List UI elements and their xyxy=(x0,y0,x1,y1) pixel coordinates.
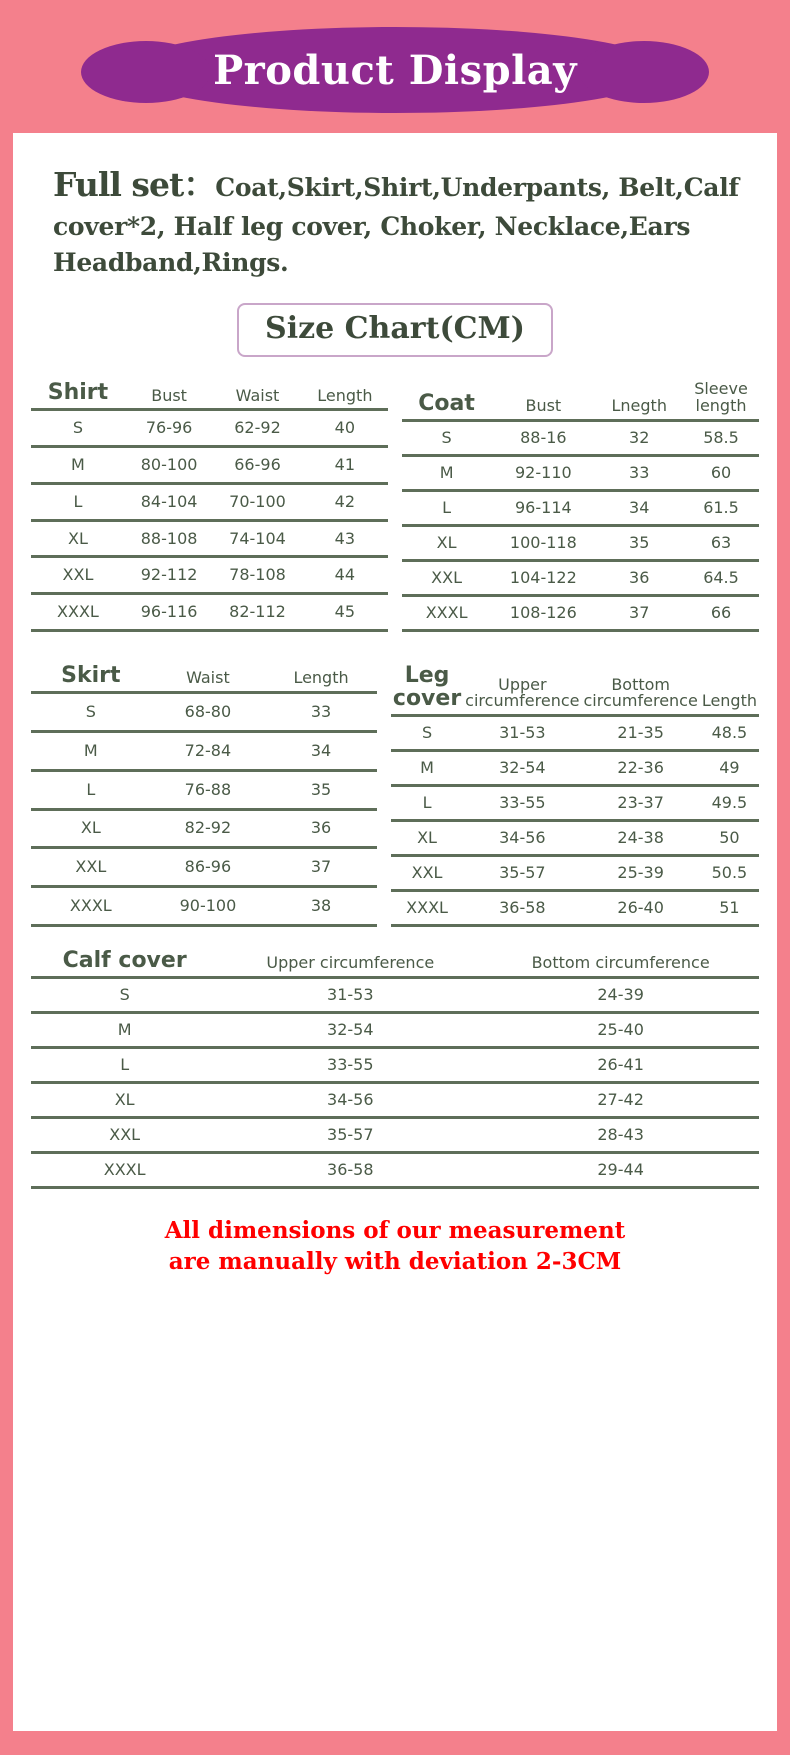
value-cell: 23-37 xyxy=(582,786,700,821)
table-row xyxy=(31,520,388,557)
value-cell: 43 xyxy=(302,520,388,557)
value-cell: 36-58 xyxy=(463,891,581,926)
value-cell: 51 xyxy=(700,891,759,926)
value-cell: 58.5 xyxy=(683,420,759,455)
column-header: Bottom circumference xyxy=(582,658,700,716)
value-cell: 21-35 xyxy=(582,716,700,751)
content-card xyxy=(13,133,777,1731)
table-header-row xyxy=(31,658,377,693)
value-cell: 86-96 xyxy=(151,848,266,887)
size-cell: XXXL xyxy=(31,594,125,631)
value-cell: 35-57 xyxy=(218,1118,482,1153)
value-cell: 34 xyxy=(265,731,377,770)
table-row xyxy=(31,1083,759,1118)
table-header-row xyxy=(391,658,759,716)
value-cell: 96-116 xyxy=(125,594,213,631)
table-row xyxy=(31,447,388,484)
value-cell: 70-100 xyxy=(213,483,301,520)
value-cell: 68-80 xyxy=(151,693,266,732)
column-header: Upper circumference xyxy=(218,943,482,978)
table-title-skirt: Skirt xyxy=(31,658,151,693)
tables-row-2 xyxy=(31,658,759,927)
table-row xyxy=(31,1013,759,1048)
table-header-row xyxy=(31,375,388,410)
value-cell: 26-41 xyxy=(482,1048,759,1083)
size-cell: S xyxy=(391,716,463,751)
table-row xyxy=(31,1118,759,1153)
size-cell: XXXL xyxy=(391,891,463,926)
column-header: Upper circumference xyxy=(463,658,581,716)
value-cell: 26-40 xyxy=(582,891,700,926)
value-cell: 36 xyxy=(265,809,377,848)
size-cell: S xyxy=(31,693,151,732)
value-cell: 66-96 xyxy=(213,447,301,484)
value-cell: 32 xyxy=(595,420,683,455)
value-cell: 82-92 xyxy=(151,809,266,848)
value-cell: 34-56 xyxy=(463,821,581,856)
value-cell: 24-38 xyxy=(582,821,700,856)
table-row xyxy=(31,483,388,520)
column-header: Lnegth xyxy=(595,375,683,420)
size-cell: XL xyxy=(31,520,125,557)
value-cell: 108-126 xyxy=(491,595,595,630)
value-cell: 28-43 xyxy=(482,1118,759,1153)
disclaimer-line-2: are manually with deviation 2-3CM xyxy=(168,1248,622,1276)
value-cell: 104-122 xyxy=(491,560,595,595)
size-cell: S xyxy=(402,420,491,455)
table-row xyxy=(391,716,759,751)
value-cell: 37 xyxy=(265,848,377,887)
column-header: Length xyxy=(302,375,388,410)
size-cell: L xyxy=(391,786,463,821)
column-header: Sleeve length xyxy=(683,375,759,420)
value-cell: 31-53 xyxy=(218,978,482,1013)
page-title: Product Display xyxy=(213,46,577,94)
value-cell: 66 xyxy=(683,595,759,630)
column-header: Bust xyxy=(491,375,595,420)
value-cell: 29-44 xyxy=(482,1153,759,1188)
table-row xyxy=(31,594,388,631)
value-cell: 60 xyxy=(683,455,759,490)
value-cell: 42 xyxy=(302,483,388,520)
size-cell: M xyxy=(391,751,463,786)
value-cell: 48.5 xyxy=(700,716,759,751)
table-row xyxy=(31,1048,759,1083)
column-header: Waist xyxy=(213,375,301,410)
table-row xyxy=(391,751,759,786)
value-cell: 33 xyxy=(595,455,683,490)
value-cell: 33-55 xyxy=(218,1048,482,1083)
value-cell: 33 xyxy=(265,693,377,732)
value-cell: 32-54 xyxy=(218,1013,482,1048)
value-cell: 50.5 xyxy=(700,856,759,891)
table-row xyxy=(402,525,759,560)
table-row xyxy=(402,420,759,455)
full-set-label: Full set： xyxy=(53,165,216,204)
value-cell: 44 xyxy=(302,557,388,594)
value-cell: 36-58 xyxy=(218,1153,482,1188)
value-cell: 50 xyxy=(700,821,759,856)
value-cell: 92-110 xyxy=(491,455,595,490)
table-header-row xyxy=(402,375,759,420)
value-cell: 49 xyxy=(700,751,759,786)
value-cell: 37 xyxy=(595,595,683,630)
value-cell: 88-16 xyxy=(491,420,595,455)
leg-cover-size-table xyxy=(391,658,759,927)
value-cell: 62-92 xyxy=(213,410,301,447)
value-cell: 96-114 xyxy=(491,490,595,525)
size-cell: S xyxy=(31,410,125,447)
table-row xyxy=(391,821,759,856)
tables-row-1 xyxy=(31,375,759,632)
value-cell: 34 xyxy=(595,490,683,525)
table-row xyxy=(402,560,759,595)
shirt-size-table xyxy=(31,375,388,632)
value-cell: 34-56 xyxy=(218,1083,482,1118)
size-cell: XXL xyxy=(31,557,125,594)
column-header: Bust xyxy=(125,375,213,410)
value-cell: 76-96 xyxy=(125,410,213,447)
value-cell: 32-54 xyxy=(463,751,581,786)
value-cell: 40 xyxy=(302,410,388,447)
size-cell: XXL xyxy=(31,848,151,887)
size-cell: M xyxy=(402,455,491,490)
full-set-items: Coat,Skirt,Shirt,Underpants, Belt,Calf cover*2, Half leg cover, Choker, Necklace,Ears Headband,Rings. xyxy=(53,173,739,278)
size-cell: L xyxy=(31,483,125,520)
value-cell: 33-55 xyxy=(463,786,581,821)
table-row xyxy=(31,557,388,594)
value-cell: 22-36 xyxy=(582,751,700,786)
disclaimer-line-1: All dimensions of our measurement xyxy=(164,1217,626,1245)
table-row xyxy=(391,856,759,891)
table-row xyxy=(31,1153,759,1188)
size-cell: L xyxy=(31,770,151,809)
size-cell: M xyxy=(31,1013,218,1048)
skirt-size-table xyxy=(31,658,377,927)
value-cell: 49.5 xyxy=(700,786,759,821)
size-cell: XXL xyxy=(402,560,491,595)
table-row xyxy=(31,809,377,848)
size-cell: S xyxy=(31,978,218,1013)
table-row xyxy=(402,490,759,525)
size-cell: XL xyxy=(402,525,491,560)
size-cell: XXL xyxy=(31,1118,218,1153)
table-row xyxy=(402,455,759,490)
table-row xyxy=(31,978,759,1013)
value-cell: 74-104 xyxy=(213,520,301,557)
size-chart-label: Size Chart(CM) xyxy=(237,303,553,357)
value-cell: 31-53 xyxy=(463,716,581,751)
value-cell: 92-112 xyxy=(125,557,213,594)
column-header: Waist xyxy=(151,658,266,693)
table-header-row xyxy=(31,943,759,978)
size-cell: XL xyxy=(31,1083,218,1118)
tables-row-3 xyxy=(31,943,759,1189)
table-row xyxy=(31,887,377,926)
table-title-shirt: Shirt xyxy=(31,375,125,410)
size-chart-heading xyxy=(31,303,759,357)
value-cell: 38 xyxy=(265,887,377,926)
table-row xyxy=(31,770,377,809)
calf-cover-size-table xyxy=(31,943,759,1189)
size-cell: M xyxy=(31,447,125,484)
value-cell: 100-118 xyxy=(491,525,595,560)
banner-shape xyxy=(125,27,665,113)
table-row xyxy=(402,595,759,630)
table-row xyxy=(391,786,759,821)
value-cell: 90-100 xyxy=(151,887,266,926)
value-cell: 78-108 xyxy=(213,557,301,594)
value-cell: 41 xyxy=(302,447,388,484)
value-cell: 72-84 xyxy=(151,731,266,770)
table-title-calf-cover: Calf cover xyxy=(31,943,218,978)
size-cell: L xyxy=(31,1048,218,1083)
full-set-description xyxy=(53,161,759,281)
value-cell: 27-42 xyxy=(482,1083,759,1118)
value-cell: 88-108 xyxy=(125,520,213,557)
table-row xyxy=(31,848,377,887)
coat-size-table xyxy=(402,375,759,632)
size-cell: XL xyxy=(391,821,463,856)
value-cell: 35 xyxy=(595,525,683,560)
value-cell: 82-112 xyxy=(213,594,301,631)
size-cell: XXL xyxy=(391,856,463,891)
size-cell: M xyxy=(31,731,151,770)
table-row xyxy=(31,410,388,447)
table-title-coat: Coat xyxy=(402,375,491,420)
size-cell: L xyxy=(402,490,491,525)
value-cell: 35 xyxy=(265,770,377,809)
value-cell: 63 xyxy=(683,525,759,560)
size-cell: XXXL xyxy=(31,1153,218,1188)
value-cell: 25-40 xyxy=(482,1013,759,1048)
value-cell: 45 xyxy=(302,594,388,631)
table-row xyxy=(31,731,377,770)
value-cell: 84-104 xyxy=(125,483,213,520)
measurement-disclaimer xyxy=(31,1215,759,1277)
column-header: Length xyxy=(265,658,377,693)
size-cell: XXXL xyxy=(31,887,151,926)
header-banner xyxy=(0,0,790,130)
value-cell: 35-57 xyxy=(463,856,581,891)
size-cell: XXXL xyxy=(402,595,491,630)
column-header: Bottom circumference xyxy=(482,943,759,978)
value-cell: 61.5 xyxy=(683,490,759,525)
value-cell: 36 xyxy=(595,560,683,595)
column-header: Length xyxy=(700,658,759,716)
value-cell: 64.5 xyxy=(683,560,759,595)
value-cell: 76-88 xyxy=(151,770,266,809)
value-cell: 25-39 xyxy=(582,856,700,891)
table-row xyxy=(31,693,377,732)
table-row xyxy=(391,891,759,926)
size-cell: XL xyxy=(31,809,151,848)
table-title-leg-cover: Leg cover xyxy=(391,658,463,716)
value-cell: 80-100 xyxy=(125,447,213,484)
value-cell: 24-39 xyxy=(482,978,759,1013)
